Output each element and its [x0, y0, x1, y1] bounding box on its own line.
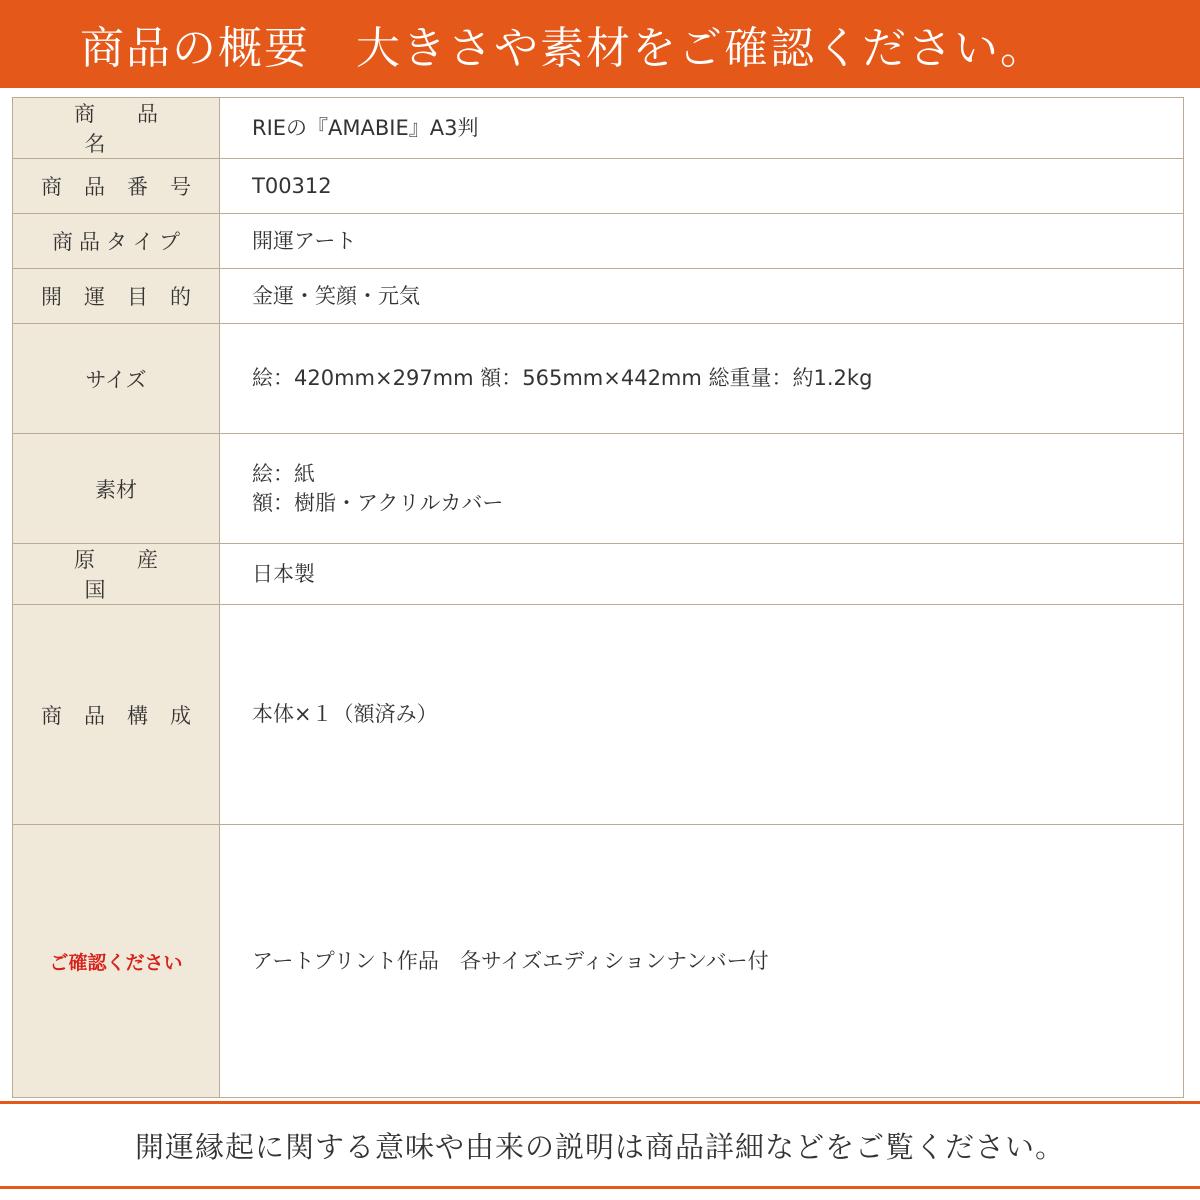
spec-value: 開運アート: [220, 214, 1184, 269]
spec-value: 絵：紙 額：樹脂・アクリルカバー: [220, 434, 1184, 544]
spec-label: 商品名: [13, 98, 220, 159]
spec-row-notice: [13, 825, 1184, 1098]
spec-label: サイズ: [13, 324, 220, 434]
page-title: 商品の概要 大きさや素材をご確認ください。: [80, 23, 1046, 74]
product-spec-table: [12, 97, 1184, 1098]
header-banner: [0, 0, 1200, 88]
spec-row-material: [13, 434, 1184, 544]
spec-row-purpose: [13, 269, 1184, 324]
footer-divider-bottom: [0, 1186, 1200, 1189]
spec-label: 素材: [13, 434, 220, 544]
spec-row-product-type: [13, 214, 1184, 269]
spec-row-size: [13, 324, 1184, 434]
spec-label: 商品タイプ: [13, 214, 220, 269]
spec-label: 商品番号: [13, 159, 220, 214]
spec-value: 絵：420mm×297mm 額：565mm×442mm 総重量：約1.2kg: [220, 324, 1184, 434]
spec-value: 金運・笑顔・元気: [220, 269, 1184, 324]
spec-value: 日本製: [220, 544, 1184, 605]
spec-row-product-name: [13, 98, 1184, 159]
spec-row-origin: [13, 544, 1184, 605]
spec-row-contents: [13, 605, 1184, 825]
spec-value: 本体×１（額済み）: [220, 605, 1184, 825]
spec-label: 商品構成: [13, 605, 220, 825]
spec-label: 原産国: [13, 544, 220, 605]
footer-note: 開運縁起に関する意味や由来の説明は商品詳細などをご覧ください。: [134, 1129, 1065, 1164]
spec-value: RIEの『AMABIE』A3判: [220, 98, 1184, 159]
spec-label: 開運目的: [13, 269, 220, 324]
spec-value: T00312: [220, 159, 1184, 214]
spec-value: アートプリント作品 各サイズエディションナンバー付: [220, 825, 1184, 1098]
spec-label-alert: ご確認ください: [13, 825, 220, 1098]
spec-row-product-number: [13, 159, 1184, 214]
